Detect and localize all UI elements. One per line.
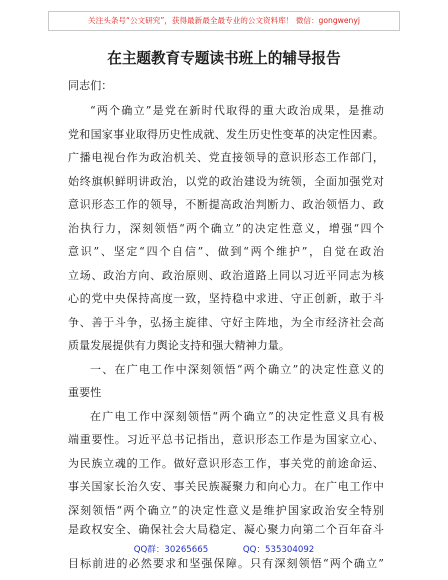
contact-footer <box>0 543 448 555</box>
section-heading: 一、在广电工作中深刻领悟“两个确立”的决定性意义的 <box>90 363 384 376</box>
paragraph-line: 深刻领悟“两个确立”的决定性意义是维护国家政治安全特别 <box>68 504 384 517</box>
paragraph-line: 治执行力，深刻领悟“两个确立”的决定性意义，增强“四个 <box>68 222 384 235</box>
qq-number: QQ：535304092 <box>242 545 315 555</box>
document-title: 在主题教育专题读书班上的辅导报告 <box>107 50 341 67</box>
paragraph-line: 目标前进的必然要求和坚强保障。只有深刻领悟“两个确立” <box>68 557 384 570</box>
promo-banner: 关注头条号“公文研究”，获得最新最全最专业的公文资料库！ 微信：gongwenyj <box>48 11 400 31</box>
paragraph-line: 事关国家长治久安、事关民族凝聚力和向心力。在广电工作中 <box>68 480 384 493</box>
paragraph-line: 心的党中央保持高度一致，坚持稳中求进、守正创新，敢于斗 <box>68 292 384 305</box>
paragraph-line: 在广电工作中深刻领悟“两个确立”的决定性意义具有极 <box>90 410 384 423</box>
paragraph-line: “两个确立”是党在新时代取得的重大政治成果，是推动 <box>90 104 384 117</box>
paragraph-line: 意识形态工作的领导，不断提高政治判断力、政治领悟力、政 <box>68 198 384 211</box>
paragraph-line: 始终旗帜鲜明讲政治，以党的政治建设为统领，全面加强党对 <box>68 175 384 188</box>
paragraph-line: 党和国家事业取得历史性成就、发生历史性变革的决定性因素。 <box>68 128 384 141</box>
paragraph-line: 意识”、坚定“四个自信”、做到“两个维护”，自觉在政治 <box>68 245 384 258</box>
paragraph-line: 广播电视台作为政治机关、党直接领导的意识形态工作部门， <box>68 151 384 164</box>
paragraph-line: 立场、政治方向、政治原则、政治道路上同以习近平同志为核 <box>68 269 384 282</box>
section-heading: 重要性 <box>68 386 102 399</box>
paragraph-line: 质量发展提供有力舆论支持和强大精神力量。 <box>68 339 290 352</box>
paragraph-line: 端重要性。习近平总书记指出，意识形态工作是为国家立心、 <box>68 433 384 446</box>
greeting: 同志们： <box>68 79 113 92</box>
qq-group-number: QQ群：30265665 <box>133 545 209 555</box>
paragraph-line: 争、善于斗争，弘扬主旋律、守好主阵地，为全市经济社会高 <box>68 316 384 329</box>
paragraph-line: 为民族立魂的工作。做好意识形态工作，事关党的前途命运、 <box>68 457 384 470</box>
paragraph-line: 是政权安全、确保社会大局稳定、凝心聚力向第二个百年奋斗 <box>68 523 384 536</box>
